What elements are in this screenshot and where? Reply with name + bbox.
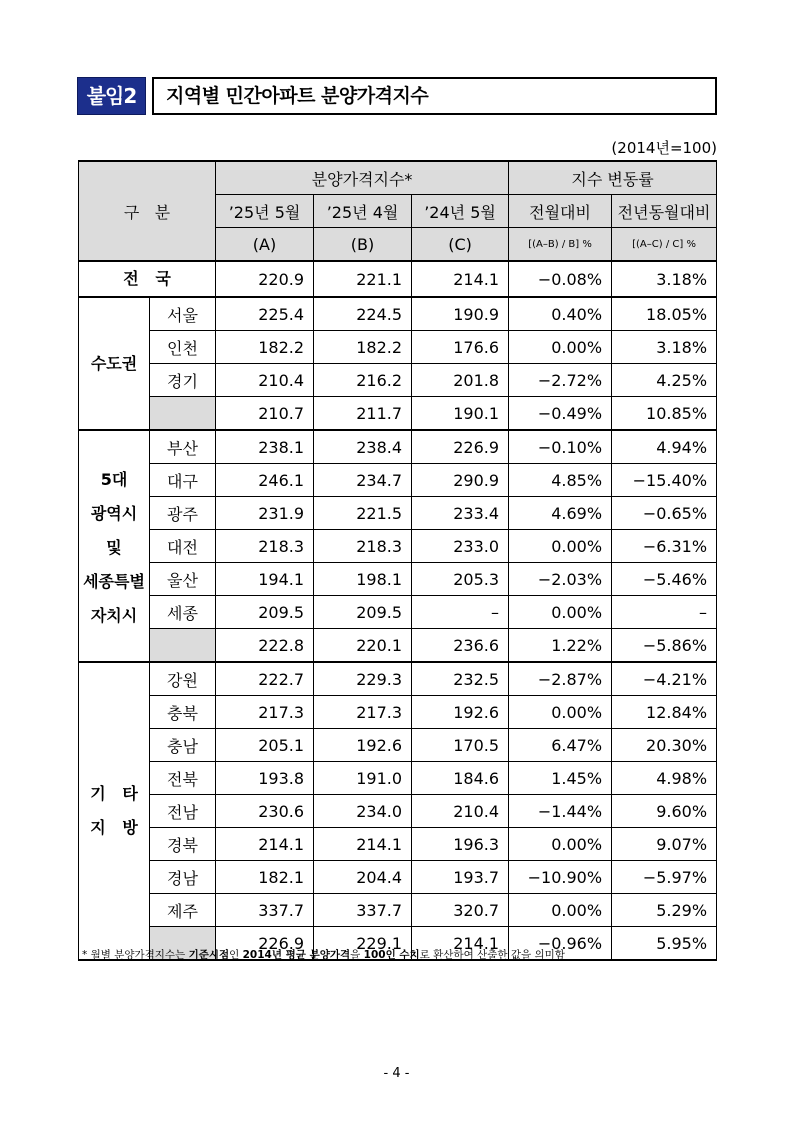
col-header-mom: 전월대비: [509, 195, 612, 228]
subtotal-c: 190.1: [412, 397, 509, 431]
cell-b: 229.3: [314, 662, 412, 696]
cell-c: 192.6: [412, 696, 509, 729]
other-region-label-line: 지 방: [90, 818, 138, 837]
category-header: 구 분: [79, 161, 216, 261]
region-name: 울산: [150, 563, 216, 596]
cell-b: 234.0: [314, 795, 412, 828]
cell-a: 205.1: [216, 729, 314, 762]
cell-a: 231.9: [216, 497, 314, 530]
footnote-text-3: 을: [350, 949, 364, 961]
region-name: 서울: [150, 297, 216, 331]
cell-mom: 6.47%: [509, 729, 612, 762]
cell-a: 194.1: [216, 563, 314, 596]
cell-b: 238.4: [314, 430, 412, 464]
cell-b: 182.2: [314, 331, 412, 364]
col-header-a: ’25년 5월: [216, 195, 314, 228]
cell-b: 191.0: [314, 762, 412, 795]
subtotal-yoy: 5.95%: [612, 927, 717, 961]
cell-yoy: 4.94%: [612, 430, 717, 464]
cell-a: 209.5: [216, 596, 314, 629]
cell-b: 218.3: [314, 530, 412, 563]
subtotal-a: 222.8: [216, 629, 314, 663]
cell-c: 201.8: [412, 364, 509, 397]
cell-a: 217.3: [216, 696, 314, 729]
subtotal-c: 236.6: [412, 629, 509, 663]
cell-a: 238.1: [216, 430, 314, 464]
cell-mom: 0.00%: [509, 828, 612, 861]
cell-yoy: −4.21%: [612, 662, 717, 696]
cell-a: 193.8: [216, 762, 314, 795]
cell-mom: 0.00%: [509, 530, 612, 563]
cell-mom: 0.00%: [509, 894, 612, 927]
col-sub-b: (B): [314, 228, 412, 262]
cell-yoy: 12.84%: [612, 696, 717, 729]
table-row: [79, 696, 717, 729]
col-sub-a: (A): [216, 228, 314, 262]
table-row: [79, 762, 717, 795]
subtotal-blank: [150, 629, 216, 663]
col-header-b: ’25년 4월: [314, 195, 412, 228]
cell-b: 221.5: [314, 497, 412, 530]
cell-b: 337.7: [314, 894, 412, 927]
cell-yoy: –: [612, 596, 717, 629]
cell-yoy: 9.07%: [612, 828, 717, 861]
cell-yoy: 9.60%: [612, 795, 717, 828]
cell-mom: 0.40%: [509, 297, 612, 331]
cell-a: 337.7: [216, 894, 314, 927]
cell-mom: 0.00%: [509, 596, 612, 629]
region-name: 경기: [150, 364, 216, 397]
region-name: 전남: [150, 795, 216, 828]
cell-c: 184.6: [412, 762, 509, 795]
capital-region-subtotal-row: [79, 397, 717, 431]
subtotal-a: 226.9: [216, 927, 314, 961]
metro-region-label-line: 5대: [100, 470, 128, 489]
cell-c: 233.4: [412, 497, 509, 530]
cell-a: 182.2: [216, 331, 314, 364]
cell-b: 224.5: [314, 297, 412, 331]
cell-c: 226.9: [412, 430, 509, 464]
region-name: 강원: [150, 662, 216, 696]
price-index-table: [78, 160, 717, 961]
subtotal-mom: 1.22%: [509, 629, 612, 663]
cell-b: 198.1: [314, 563, 412, 596]
cell-b: 209.5: [314, 596, 412, 629]
index-group-header: 분양가격지수*: [216, 161, 509, 195]
region-name: 충북: [150, 696, 216, 729]
base-year-note: (2014년=100): [611, 139, 717, 157]
footnote: [82, 947, 565, 962]
table-row: [79, 662, 717, 696]
capital-region-label: 수도권: [79, 297, 150, 430]
col-header-yoy: 전년동월대비: [612, 195, 717, 228]
cell-c: 176.6: [412, 331, 509, 364]
region-name: 제주: [150, 894, 216, 927]
cell-mom: 1.45%: [509, 762, 612, 795]
cell-c: 232.5: [412, 662, 509, 696]
cell-c: 205.3: [412, 563, 509, 596]
national-label: 전 국: [79, 261, 216, 297]
table-row: [79, 729, 717, 762]
region-name: 세종: [150, 596, 216, 629]
table-row: [79, 331, 717, 364]
footnote-bold-1: 기준시점: [188, 949, 230, 961]
footnote-bold-3: 100인 수치: [363, 949, 420, 961]
cell-a: 230.6: [216, 795, 314, 828]
national-a: 220.9: [216, 261, 314, 297]
cell-mom: 4.69%: [509, 497, 612, 530]
section-title: [77, 77, 717, 117]
subtotal-mom: −0.49%: [509, 397, 612, 431]
national-c: 214.1: [412, 261, 509, 297]
cell-yoy: −15.40%: [612, 464, 717, 497]
cell-mom: −2.03%: [509, 563, 612, 596]
cell-mom: −0.10%: [509, 430, 612, 464]
cell-b: 214.1: [314, 828, 412, 861]
col-sub-yoy: [(A–C) / C] %: [612, 228, 717, 262]
table-row: [79, 828, 717, 861]
cell-a: 218.3: [216, 530, 314, 563]
region-name: 경북: [150, 828, 216, 861]
table-row: [79, 497, 717, 530]
region-name: 부산: [150, 430, 216, 464]
national-row: [79, 261, 717, 297]
cell-c: –: [412, 596, 509, 629]
region-name: 대구: [150, 464, 216, 497]
cell-yoy: 20.30%: [612, 729, 717, 762]
table-row: [79, 861, 717, 894]
cell-b: 234.7: [314, 464, 412, 497]
metro-region-subtotal-row: [79, 629, 717, 663]
metro-region-label-line: 세종특별: [83, 572, 145, 591]
table-row: [79, 430, 717, 464]
metro-region-label-line: 광역시: [90, 504, 138, 523]
cell-mom: −1.44%: [509, 795, 612, 828]
table-row: [79, 894, 717, 927]
cell-a: 225.4: [216, 297, 314, 331]
cell-mom: 4.85%: [509, 464, 612, 497]
cell-a: 222.7: [216, 662, 314, 696]
cell-mom: 0.00%: [509, 696, 612, 729]
subtotal-mom: −0.96%: [509, 927, 612, 961]
national-b: 221.1: [314, 261, 412, 297]
cell-yoy: −5.97%: [612, 861, 717, 894]
cell-mom: −2.72%: [509, 364, 612, 397]
cell-mom: −2.87%: [509, 662, 612, 696]
cell-yoy: 18.05%: [612, 297, 717, 331]
cell-c: 190.9: [412, 297, 509, 331]
cell-b: 216.2: [314, 364, 412, 397]
cell-yoy: 5.29%: [612, 894, 717, 927]
col-sub-c: (C): [412, 228, 509, 262]
footnote-text-4: 로 환산하여 산출한 값을 의미함: [419, 949, 565, 961]
table-row: [79, 464, 717, 497]
change-group-header: 지수 변동률: [509, 161, 717, 195]
subtotal-yoy: 10.85%: [612, 397, 717, 431]
col-header-c: ’24년 5월: [412, 195, 509, 228]
metro-region-label: [79, 430, 150, 662]
cell-c: 210.4: [412, 795, 509, 828]
footnote-bold-2: 2014년 평균 분양가격: [242, 949, 351, 961]
cell-a: 214.1: [216, 828, 314, 861]
region-name: 대전: [150, 530, 216, 563]
region-name: 전북: [150, 762, 216, 795]
table-row: [79, 795, 717, 828]
region-name: 경남: [150, 861, 216, 894]
region-name: 충남: [150, 729, 216, 762]
cell-a: 182.1: [216, 861, 314, 894]
cell-c: 193.7: [412, 861, 509, 894]
cell-a: 246.1: [216, 464, 314, 497]
col-sub-mom: [(A–B) / B] %: [509, 228, 612, 262]
table-row: [79, 364, 717, 397]
table-row: [79, 297, 717, 331]
table-row: [79, 596, 717, 629]
cell-yoy: −5.46%: [612, 563, 717, 596]
cell-mom: −10.90%: [509, 861, 612, 894]
subtotal-c: 214.1: [412, 927, 509, 961]
cell-a: 210.4: [216, 364, 314, 397]
cell-c: 320.7: [412, 894, 509, 927]
cell-yoy: 4.98%: [612, 762, 717, 795]
cell-c: 290.9: [412, 464, 509, 497]
metro-region-label-line: 자치시: [90, 606, 138, 625]
other-region-label-line: 기 타: [90, 784, 138, 803]
metro-region-label-line: 및: [106, 538, 122, 557]
cell-yoy: 4.25%: [612, 364, 717, 397]
table-row: [79, 563, 717, 596]
page-title: 지역별 민간아파트 분양가격지수: [152, 77, 717, 115]
subtotal-a: 210.7: [216, 397, 314, 431]
cell-c: 233.0: [412, 530, 509, 563]
page-number: - 4 -: [383, 1066, 410, 1081]
national-mom: −0.08%: [509, 261, 612, 297]
region-name: 인천: [150, 331, 216, 364]
region-name: 광주: [150, 497, 216, 530]
cell-yoy: 3.18%: [612, 331, 717, 364]
footnote-text-2: 인: [229, 949, 243, 961]
national-yoy: 3.18%: [612, 261, 717, 297]
cell-c: 196.3: [412, 828, 509, 861]
cell-yoy: −6.31%: [612, 530, 717, 563]
cell-b: 217.3: [314, 696, 412, 729]
cell-b: 192.6: [314, 729, 412, 762]
footnote-text-1: * 월별 분양가격지수는: [82, 949, 189, 961]
subtotal-b: 229.1: [314, 927, 412, 961]
other-region-label: [79, 662, 150, 960]
cell-mom: 0.00%: [509, 331, 612, 364]
subtotal-blank: [150, 397, 216, 431]
subtotal-b: 211.7: [314, 397, 412, 431]
table-row: [79, 530, 717, 563]
subtotal-yoy: −5.86%: [612, 629, 717, 663]
cell-c: 170.5: [412, 729, 509, 762]
subtotal-b: 220.1: [314, 629, 412, 663]
attachment-badge: 붙임2: [77, 77, 146, 115]
cell-yoy: −0.65%: [612, 497, 717, 530]
cell-b: 204.4: [314, 861, 412, 894]
